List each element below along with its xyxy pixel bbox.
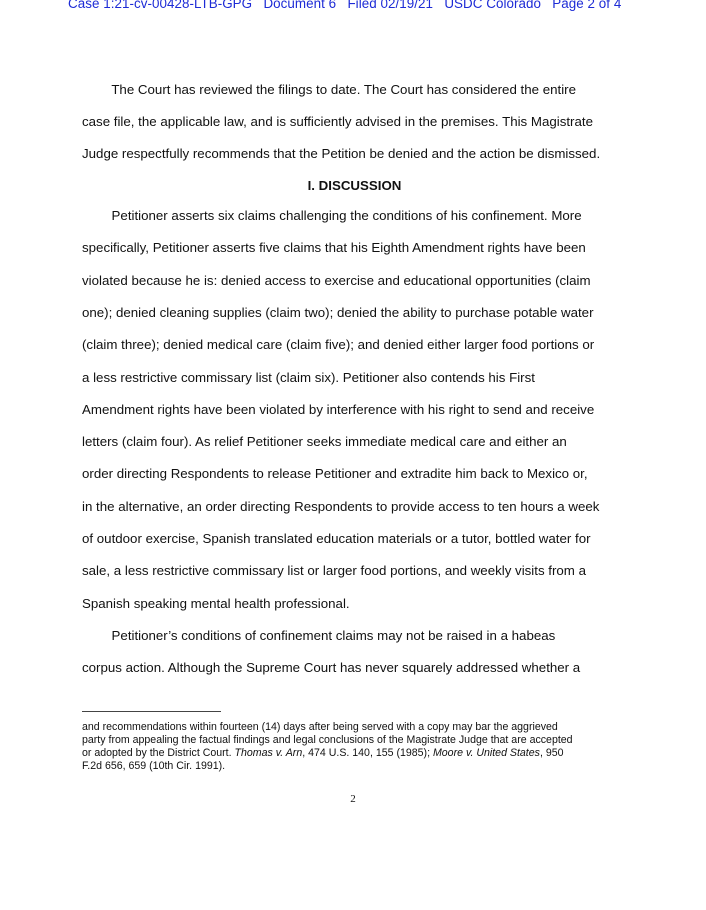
paragraph-line: one); denied cleaning supplies (claim two); denied the ability to purchase potable water (82, 304, 594, 320)
paragraph-line: a less restrictive commissary list (claim six). Petitioner also contends his First (82, 369, 535, 385)
footnote-text: or adopted by the District Court. (82, 746, 235, 759)
page-number: 2 (350, 793, 356, 805)
footnote-line: and recommendations within fourteen (14) days after being served with a copy may bar the aggrieved (82, 721, 558, 733)
footnote-line: party from appealing the factual findings and legal conclusions of the Magistrate Judge that are accepted (82, 733, 573, 746)
footnote (82, 721, 627, 773)
footnote-line: F.2d 656, 659 (10th Cir. 1991). (82, 759, 226, 772)
footnote-line (82, 747, 627, 760)
footnote-separator (82, 711, 221, 712)
paragraph-line: letters (claim four). As relief Petitioner seeks immediate medical care and either an (82, 434, 567, 450)
paragraph-line: (claim three); denied medical care (claim five); and denied either larger food portions or (82, 337, 595, 353)
footnote-text: , 474 U.S. 140, 155 (1985); (302, 746, 433, 759)
paragraph-line: Judge respectfully recommends that the Petition be denied and the action be dismissed. (82, 146, 601, 161)
paragraph-line: Petitioner asserts six claims challenging the conditions of his confinement. More (82, 208, 582, 223)
case-citation-moore: Moore v. United States (432, 746, 540, 759)
paragraph-line: Petitioner’s conditions of confinement claims may not be raised in a habeas (82, 628, 556, 643)
paragraph-line: in the alternative, an order directing Respondents to provide access to ten hours a week (82, 498, 600, 514)
footnote-text: , 950 (539, 746, 564, 759)
section-heading: I. DISCUSSION (307, 178, 402, 193)
paragraph-line: order directing Respondents to release Petitioner and extradite him back to Mexico or, (82, 466, 588, 482)
paragraph-line: of outdoor exercise, Spanish translated education materials or a tutor, bottled water for (82, 531, 591, 546)
paragraph-line: Amendment rights have been violated by interference with his right to send and receive (82, 401, 595, 417)
paragraph-line: case file, the applicable law, and is sufficiently advised in the premises. This Magistrate (82, 114, 593, 129)
paragraph-line: sale, a less restrictive commissary list or larger food portions, and weekly visits from a (82, 563, 586, 579)
ecf-header-stamp: Case 1:21-cv-00428-LTB-GPG Document 6 Filed 02/19/21 USDC Colorado Page 2 of 4 (68, 0, 622, 11)
paragraph-line: corpus action. Although the Supreme Court has never squarely addressed whether a (82, 660, 581, 675)
case-citation-thomas: Thomas v. Arn (234, 746, 303, 759)
paragraph-line: Spanish speaking mental health professional. (82, 595, 350, 611)
paragraph-line: violated because he is: denied access to exercise and educational opportunities (claim (82, 272, 591, 288)
paragraph-line: The Court has reviewed the filings to date. The Court has considered the entire (82, 82, 576, 97)
paragraph-line: specifically, Petitioner asserts five claims that his Eighth Amendment rights have been (82, 240, 586, 256)
